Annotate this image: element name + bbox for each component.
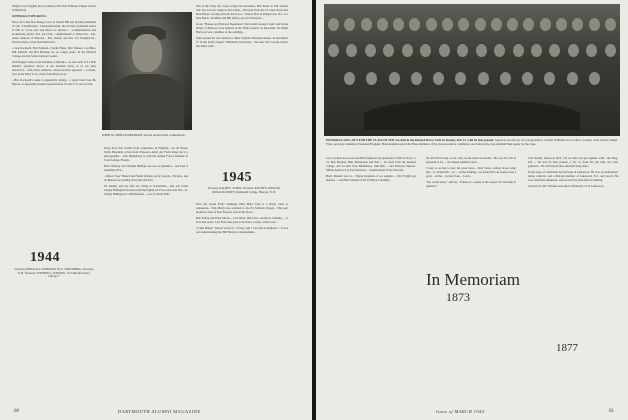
person-head-shape (544, 72, 555, 85)
person-head-shape (478, 72, 489, 85)
right-page (316, 0, 628, 420)
person-head-shape (328, 44, 339, 57)
paragraph: ...Bob Rockwell's name is apparently arising... a letter from Joan Bo Bryson, is apparently hospital representative for the V-12 out of town. (12, 78, 96, 86)
magazine-footer: DARTMOUTH ALUMNI MAGAZINE (118, 409, 201, 414)
person-head-shape (328, 18, 339, 31)
person-head-shape (523, 18, 534, 31)
right-column-3 (528, 156, 618, 190)
paragraph: In his sense of retirement he had been in Lakewood. He was an enthusiastic stamp collector, and a lifelong member of Lakewood, N.J., and Gowd. He was a Deltatan enthusiast, and stood in the front line for hunting. (528, 170, 618, 182)
person-head-shape (513, 44, 524, 57)
left-column-1 (12, 4, 96, 88)
person-head-shape (439, 44, 450, 57)
face-shape (132, 34, 162, 72)
paragraph: "Come Bunny" Mason wrote us: "If they said I was still in England..." It was our understanding that Bill Hawley at Kennebunk... (196, 226, 288, 234)
person-head-shape (540, 18, 551, 31)
class-year-heading-1945: 1945 (222, 170, 252, 185)
person-head-shape (491, 18, 502, 31)
page-number: 60 (14, 409, 19, 414)
in-memoriam-heading: In Memoriam (426, 270, 520, 289)
person-head-shape (531, 44, 542, 57)
person-head-shape (556, 18, 567, 31)
person-head-shape (433, 72, 444, 85)
photo-table-shape (364, 100, 580, 130)
caption-lead: INFORMAL SING-OUT FOR THE CLASS OF 1945 was held in the Richard Hovey Grill on Sunday, Feb. 13, with 65 men present. (326, 138, 495, 142)
person-head-shape (455, 72, 466, 85)
caption-body: Seated in second row are George Pierce, Charles Williams, Prof. John G. Gazley, class advisor; Ralph Tyler, secretary-chairman; President Hopkins; Hale Kaufman and John Fine, members of the class executive committee; and John Little, new Alumni Fund Agent for the class. (326, 138, 618, 146)
person-head-shape (522, 72, 533, 85)
section-heading: GENERALLY SPEAKING: (12, 14, 47, 18)
paragraph: I went to an Inn to hear the good news... Walt Sloan, writing about camp life... Lt. Frank Mac... by ... on the training... we found that our stories were a great ... in the ... in that Class ... Larry... (426, 166, 516, 178)
person-head-shape (366, 72, 377, 85)
person-head-shape (426, 18, 437, 31)
person-head-shape (500, 72, 511, 85)
group-photo-caption (326, 139, 618, 147)
person-head-shape (393, 18, 404, 31)
person-head-shape (605, 44, 616, 57)
person-head-shape (475, 18, 486, 31)
photo-back-row (328, 18, 616, 34)
paragraph: ...Nixon "Gus" Heinch and Smith Worden are in Canada... Ed Ross, and Al Menard are holding down the Old Fort... (104, 174, 188, 182)
paragraph: Ed Dudley and his wife are living in Gainesville... Our Air Cadet Johnny Billington has been with the Eighth Air Force since last fall... Lt. Johnny Billington is a Bombardier ... now in Sioux Falls. (104, 184, 188, 196)
portrait-photo (102, 12, 192, 130)
paragraph: We met Fred Gage of our class on the train last month... He was all a bit in preparation for ... our annual Alumni Lunch... (426, 156, 516, 164)
person-head-shape (361, 18, 372, 31)
paragraph: Ensign Larry English (now training in the Pratt-Whitney Engine School in Hartford). (12, 4, 96, 12)
paragraph: Doug Scott has written from somewhere in England... an old friend. Wally Benjamin writes from Princeton Army Air Field where he is a photographer... Jack Hemenway is with the Armed Forces Institute in Coral Gables, Florida. (104, 146, 188, 162)
person-head-shape (402, 44, 413, 57)
class-byline-1944: Secretary, DONALD L. KOHLMAN. By E. GREENBERG, Secretary, N. H. Treasurer, STEPHEN G. SCHAPES, 1113 Mansion Street, Chicago 7 (14, 268, 94, 279)
person-head-shape (344, 72, 355, 85)
person-head-shape (586, 44, 597, 57)
person-head-shape (589, 18, 600, 31)
photo-front-row (344, 72, 600, 88)
person-head-shape (457, 44, 468, 57)
person-head-shape (458, 18, 469, 31)
paragraph: In our "Houses and Faraway Departures" that month George Cotrell and Jackie Peiper of Hanover were married in the White Church on December 18. Ralph Harwood was a member of the wedding... (196, 22, 288, 34)
class-year-heading-1944: 1944 (30, 250, 60, 265)
right-column-2 (426, 156, 516, 190)
person-head-shape (409, 18, 420, 31)
paragraph: Dick Whitney and Wendell Hurlburt are now at Quantico... and Peel is attending OCS... (104, 164, 188, 172)
person-head-shape (568, 44, 579, 57)
paragraph: Navy Air Cadet Don Sheeg is now at Chapel Hill and playing basketball for the "Cloudbusters." Characteristically, the slowest participant refers to him as "a hot pilot and much too modest."... Commendations and promotions galore: Ens. Ed Little, commissioned at Pensacola... Ens. Allan Johnson of Hanover... Ens. Kenny and Ens. Ed Youngblood... Warren Tayler writes from Merck Inc. (12, 20, 96, 44)
person-head-shape (567, 72, 578, 85)
left-column-3 (196, 4, 288, 50)
right-column-1 (326, 156, 416, 184)
class-byline-1945: Secretary, RALPH C. STERN, Treasurer, RALPH W. MULLER, DONALD KINSEY. Dartmouth College, Hanover, N. H. (207, 187, 281, 194)
person-head-shape (383, 44, 394, 57)
paragraph: Walt Duggar writes from Glendale, California... As the roster of Lt. Bob Martin's squadron shows, at the moment many of us are pilot instructors... Tom Stark, Andrews, whose pictures appeared ... Colonel, now in the Navy V-12, writes from Holy Cross. (12, 60, 96, 76)
person-head-shape (549, 44, 560, 57)
photo-middle-row (328, 44, 616, 60)
page-number: 61 (609, 409, 614, 414)
memoriam-year-1877: 1877 (556, 342, 578, 354)
person-head-shape (476, 44, 487, 57)
person-head-shape (389, 72, 400, 85)
left-column-3-continued (196, 202, 288, 236)
coat-shape (110, 74, 184, 130)
person-head-shape (344, 18, 355, 31)
person-head-shape (420, 44, 431, 57)
person-head-shape (346, 44, 357, 57)
person-head-shape (377, 18, 388, 31)
left-column-2 (104, 146, 188, 198)
memoriam-year-1873: 1873 (446, 290, 470, 304)
person-head-shape (442, 18, 453, 31)
person-head-shape (589, 72, 600, 85)
person-head-shape (507, 18, 518, 31)
group-photo (324, 4, 620, 136)
paragraph: ...Jack Rockwell, Bob Paddock, Charlie Fuller, Bob Winters, Len Bliss, Bill Kimball and Bill Haldane are no longer alone. In the Medical College are Ted Seiford and Art Gould. (12, 46, 96, 58)
paragraph: "We would have," said he, "if there is a plane at the airport the morning in question." (426, 180, 516, 188)
person-head-shape (365, 44, 376, 57)
person-head-shape (494, 44, 505, 57)
paragraph: Now the Grand Forks Stamping Miss Mary Lane is a Naval cadet at Annapolis... Tom Merryl has returned to the Ed Sullivan Chapel... This past month we hear of Bob Fawcett, who in the Navy... (196, 202, 288, 214)
person-head-shape (605, 18, 616, 31)
person-head-shape (411, 72, 422, 85)
paragraph: Harry Randall was in ... Wayne Dosburn of Los Angeles ... Bob Wright got married ... and Hale Christie of the USNR at Columbia. (326, 174, 416, 182)
person-head-shape (572, 18, 583, 31)
issue-footer: Issue of MARCH 1944 (436, 409, 485, 414)
paragraph: Bob Fallon and Elsie Moore... Carl Diver, Bill Giles, and Ross Cushing ... to Fort Ann Arbor. Carl Fine takes part in the honor society of the town... (196, 216, 288, 224)
paragraph: son, Carl Kee de Groote and Dick Simpson last graduated at Yale in Navy V-12. Bob Brenner, Hale Rusmussen and Bob ... are back from the medical college, and we hear from Middlebury John Bell ... and Nicholas Spencer. Milton Spencer is at Fort Peterson ... Stephen Kidd of the Edwards. (326, 156, 416, 172)
paragraph: War in the Army Air Corps wings last December. Bob Rader is still another who has won his wings in Victorville... We learn from the 25 Class Notes that Dick Hayes, serving with the Air Force... Warren Platt in Kingswood, N.J., is a Jane Fields, Ted Bliss and Bill Jeffrey are all at Newport... (196, 4, 288, 20)
portrait-caption: JOHN M. SHELLENBERGER '44 just received his commission. (102, 133, 186, 137)
paragraph: Last Sunday afternoon (Feb. 13) we held our get-together with... the Sing-Out ... We had 65 men present, a far cry from the last time our class gathered... We will hold further informal Sing-Outs... (528, 156, 618, 168)
paragraph: Sam Greenwald was married to Miss Virginia Elizabeth Keeler on December 27 in the Kraft Chapel, Willamette University... We hear that George Eckert has fallen with... (196, 36, 288, 48)
left-page (0, 0, 312, 420)
paragraph: Services for Mr. Webster were held on February 12 in Lakewood... (528, 184, 606, 188)
